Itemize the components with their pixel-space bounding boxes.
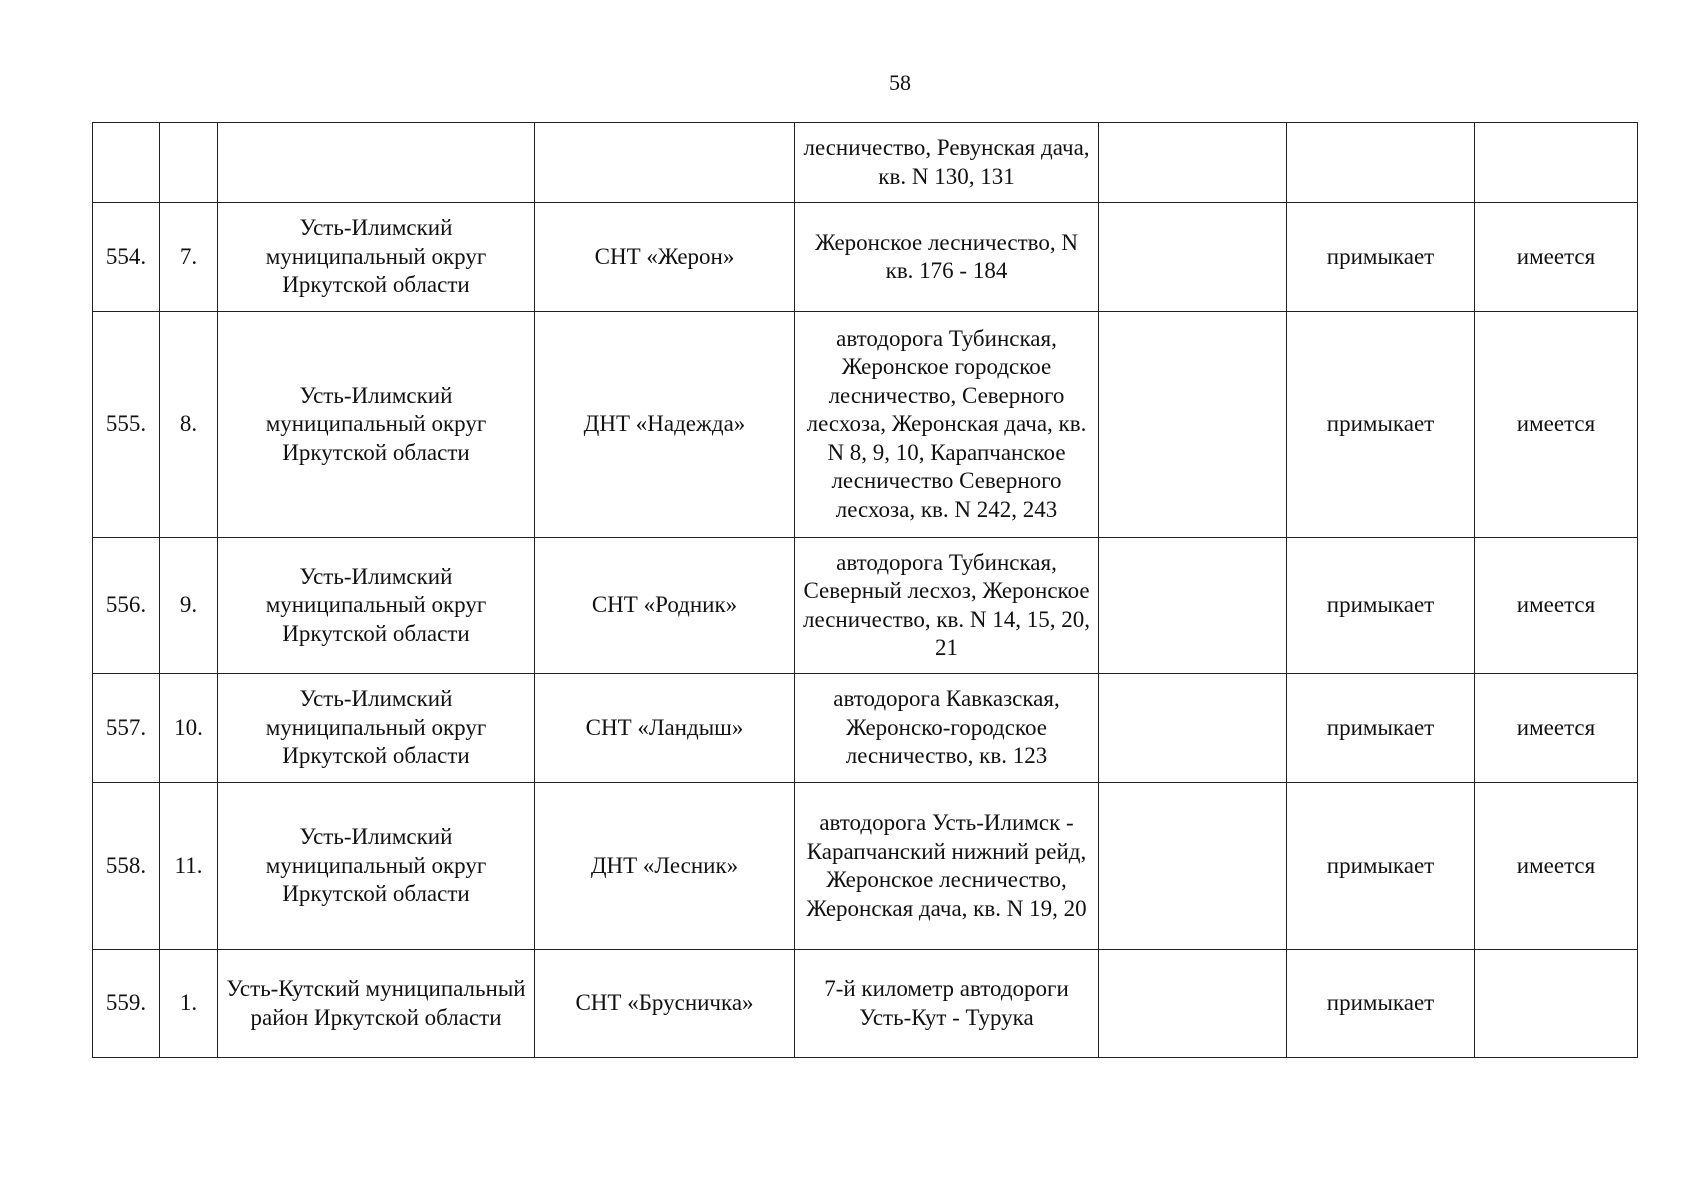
row-subnumber: 10. xyxy=(160,674,218,783)
row-number: 555. xyxy=(93,312,160,538)
blank-cell xyxy=(1099,674,1287,783)
table-row xyxy=(93,123,1638,203)
location-cell: лесничество, Ревунская дача, кв. N 130, 131 xyxy=(795,123,1099,203)
municipality-cell: Усть-Илимский муниципальный округ Иркутской области xyxy=(218,538,535,674)
availability-cell xyxy=(1475,950,1638,1058)
row-subnumber: 7. xyxy=(160,203,218,312)
availability-cell: имеется xyxy=(1475,203,1638,312)
blank-cell xyxy=(1099,783,1287,950)
table-row xyxy=(93,783,1638,950)
row-subnumber: 8. xyxy=(160,312,218,538)
row-subnumber: 1. xyxy=(160,950,218,1058)
row-subnumber: 9. xyxy=(160,538,218,674)
location-cell: Жеронское лесничество, N кв. 176 - 184 xyxy=(795,203,1099,312)
municipality-cell: Усть-Кутский муниципальный район Иркутской области xyxy=(218,950,535,1058)
adjacency-cell xyxy=(1287,123,1475,203)
blank-cell xyxy=(1099,312,1287,538)
municipality-cell xyxy=(218,123,535,203)
settlements-table xyxy=(92,122,1638,1058)
municipality-cell: Усть-Илимский муниципальный округ Иркутской области xyxy=(218,312,535,538)
availability-cell xyxy=(1475,123,1638,203)
location-cell: автодорога Усть-Илимск - Карапчанский нижний рейд, Жеронское лесничество, Жеронская дача, кв. N 19, 20 xyxy=(795,783,1099,950)
location-cell: 7-й километр автодороги Усть-Кут - Турука xyxy=(795,950,1099,1058)
availability-cell: имеется xyxy=(1475,783,1638,950)
page-number: 58 xyxy=(889,70,911,95)
location-cell: автодорога Тубинская, Северный лесхоз, Жеронское лесничество, кв. N 14, 15, 20, 21 xyxy=(795,538,1099,674)
name-cell: ДНТ «Лесник» xyxy=(535,783,795,950)
row-number: 558. xyxy=(93,783,160,950)
blank-cell xyxy=(1099,538,1287,674)
adjacency-cell: примыкает xyxy=(1287,203,1475,312)
name-cell xyxy=(535,123,795,203)
row-subnumber xyxy=(160,123,218,203)
municipality-cell: Усть-Илимский муниципальный округ Иркутской области xyxy=(218,783,535,950)
availability-cell: имеется xyxy=(1475,312,1638,538)
adjacency-cell: примыкает xyxy=(1287,538,1475,674)
location-cell: автодорога Тубинская, Жеронское городское лесничество, Северного лесхоза, Жеронская дача, кв. N 8, 9, 10, Карапчанское лесничество Северного лесхоза, кв. N 242, 243 xyxy=(795,312,1099,538)
name-cell: СНТ «Ландыш» xyxy=(535,674,795,783)
table-row xyxy=(93,674,1638,783)
municipality-cell: Усть-Илимский муниципальный округ Иркутской области xyxy=(218,674,535,783)
name-cell: ДНТ «Надежда» xyxy=(535,312,795,538)
row-subnumber: 11. xyxy=(160,783,218,950)
location-cell: автодорога Кавказская, Жеронско-городское лесничество, кв. 123 xyxy=(795,674,1099,783)
blank-cell xyxy=(1099,203,1287,312)
adjacency-cell: примыкает xyxy=(1287,950,1475,1058)
row-number xyxy=(93,123,160,203)
row-number: 557. xyxy=(93,674,160,783)
table-row xyxy=(93,312,1638,538)
table-row xyxy=(93,538,1638,674)
blank-cell xyxy=(1099,950,1287,1058)
municipality-cell: Усть-Илимский муниципальный округ Иркутской области xyxy=(218,203,535,312)
availability-cell: имеется xyxy=(1475,538,1638,674)
name-cell: СНТ «Брусничка» xyxy=(535,950,795,1058)
adjacency-cell: примыкает xyxy=(1287,674,1475,783)
table-row xyxy=(93,203,1638,312)
table-row xyxy=(93,950,1638,1058)
name-cell: СНТ «Родник» xyxy=(535,538,795,674)
row-number: 554. xyxy=(93,203,160,312)
blank-cell xyxy=(1099,123,1287,203)
adjacency-cell: примыкает xyxy=(1287,312,1475,538)
row-number: 559. xyxy=(93,950,160,1058)
availability-cell: имеется xyxy=(1475,674,1638,783)
adjacency-cell: примыкает xyxy=(1287,783,1475,950)
name-cell: СНТ «Жерон» xyxy=(535,203,795,312)
row-number: 556. xyxy=(93,538,160,674)
